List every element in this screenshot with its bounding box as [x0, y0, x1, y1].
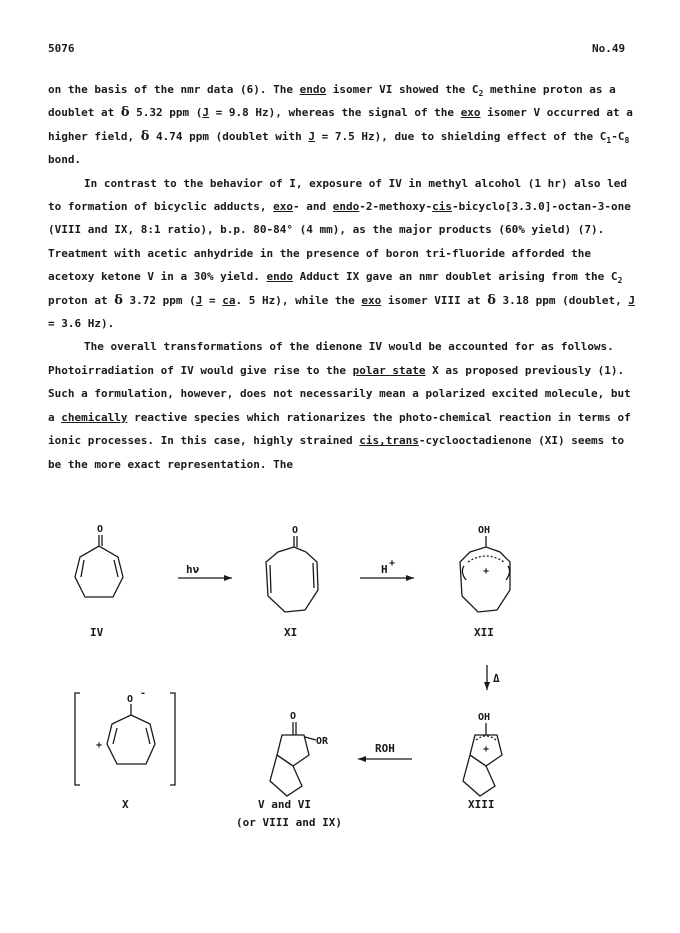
charge-plus-X: +: [96, 740, 103, 751]
label-H-plus: +: [389, 558, 396, 569]
paragraph-3: The overall transformations of the dienone IV would be accounted for as follows. Photoirradiation of IV would give rise to the polar state X as proposed previously (1). Such a formulation, however, does not necessarily mean a polarized excited molecule, but a chemically reactive species which rationarizes the photo-chemical reaction in terms of ionic processes. In this case, highly strained cis,trans-cyclooctadienone (XI) seems to be the more exact representation. The: [48, 340, 631, 471]
label-IV: IV: [90, 626, 104, 639]
atom-OH-XIII: OH: [478, 712, 491, 723]
structure-V-VI: [270, 722, 316, 796]
page-number: 5076: [48, 42, 75, 55]
atom-O-X: O: [127, 694, 134, 705]
issue-number: No.49: [592, 42, 626, 55]
atom-O-XI: O: [292, 525, 299, 536]
structure-XIII: [463, 723, 502, 796]
label-V-VI: V and VI: [258, 798, 311, 811]
paragraph-1: on the basis of the nmr data (6). The endo isomer VI showed the $C_2$ methine proton as a doublet at δ 5.32 ppm (J = 9.8 Hz), whereas the signal of the exo isomer V occurred at a higher field, δ 4.74 ppm (doublet with J = 7.5 Hz), due to shielding effect of the $C_1-C_8$ bond.: [48, 83, 633, 167]
structure-X: [75, 693, 175, 785]
label-XI: XI: [284, 626, 298, 639]
paragraph-2: In contrast to the behavior of I, exposure of IV in methyl alcohol (1 hr) also led to formation of bicyclic adducts, exo- and endo-2-methoxy-cis-bicyclo[3.3.0]-octan-3-one (VIII and IX, 8:1 ratio), b.p. 80-84° (4 mm), as the major products (60% yield) (7). Treatment with acetic anhydride in the presence of boron tri-fluoride afforded the acetoxy ketone V in a 30% yield. endo Adduct IX gave an nmr doublet arising from the $C_2$ proton at δ 3.72 ppm (J = ca. 5 Hz), while the exo isomer VIII at δ 3.18 ppm (doublet, J = 3.6 Hz).: [48, 176, 635, 331]
label-ROH: ROH: [375, 742, 395, 755]
label-XIII: XIII: [468, 798, 495, 811]
atom-O-V: O: [290, 711, 297, 722]
label-XII: XII: [474, 626, 494, 639]
atom-OH-XII: OH: [478, 525, 491, 536]
atom-O-IV: O: [97, 524, 104, 535]
label-X: X: [122, 798, 129, 811]
label-VIII-IX: (or VIII and IX): [236, 816, 342, 829]
charge-minus-X: -: [140, 688, 147, 699]
label-hv: hν: [186, 563, 200, 576]
group-OR: OR: [316, 736, 329, 747]
structure-IV: [75, 535, 123, 597]
charge-plus-XII: +: [483, 566, 490, 577]
structure-XI: [266, 536, 318, 612]
label-H: H: [381, 563, 388, 576]
charge-plus-XIII: +: [483, 744, 490, 755]
label-delta: Δ: [493, 672, 500, 685]
